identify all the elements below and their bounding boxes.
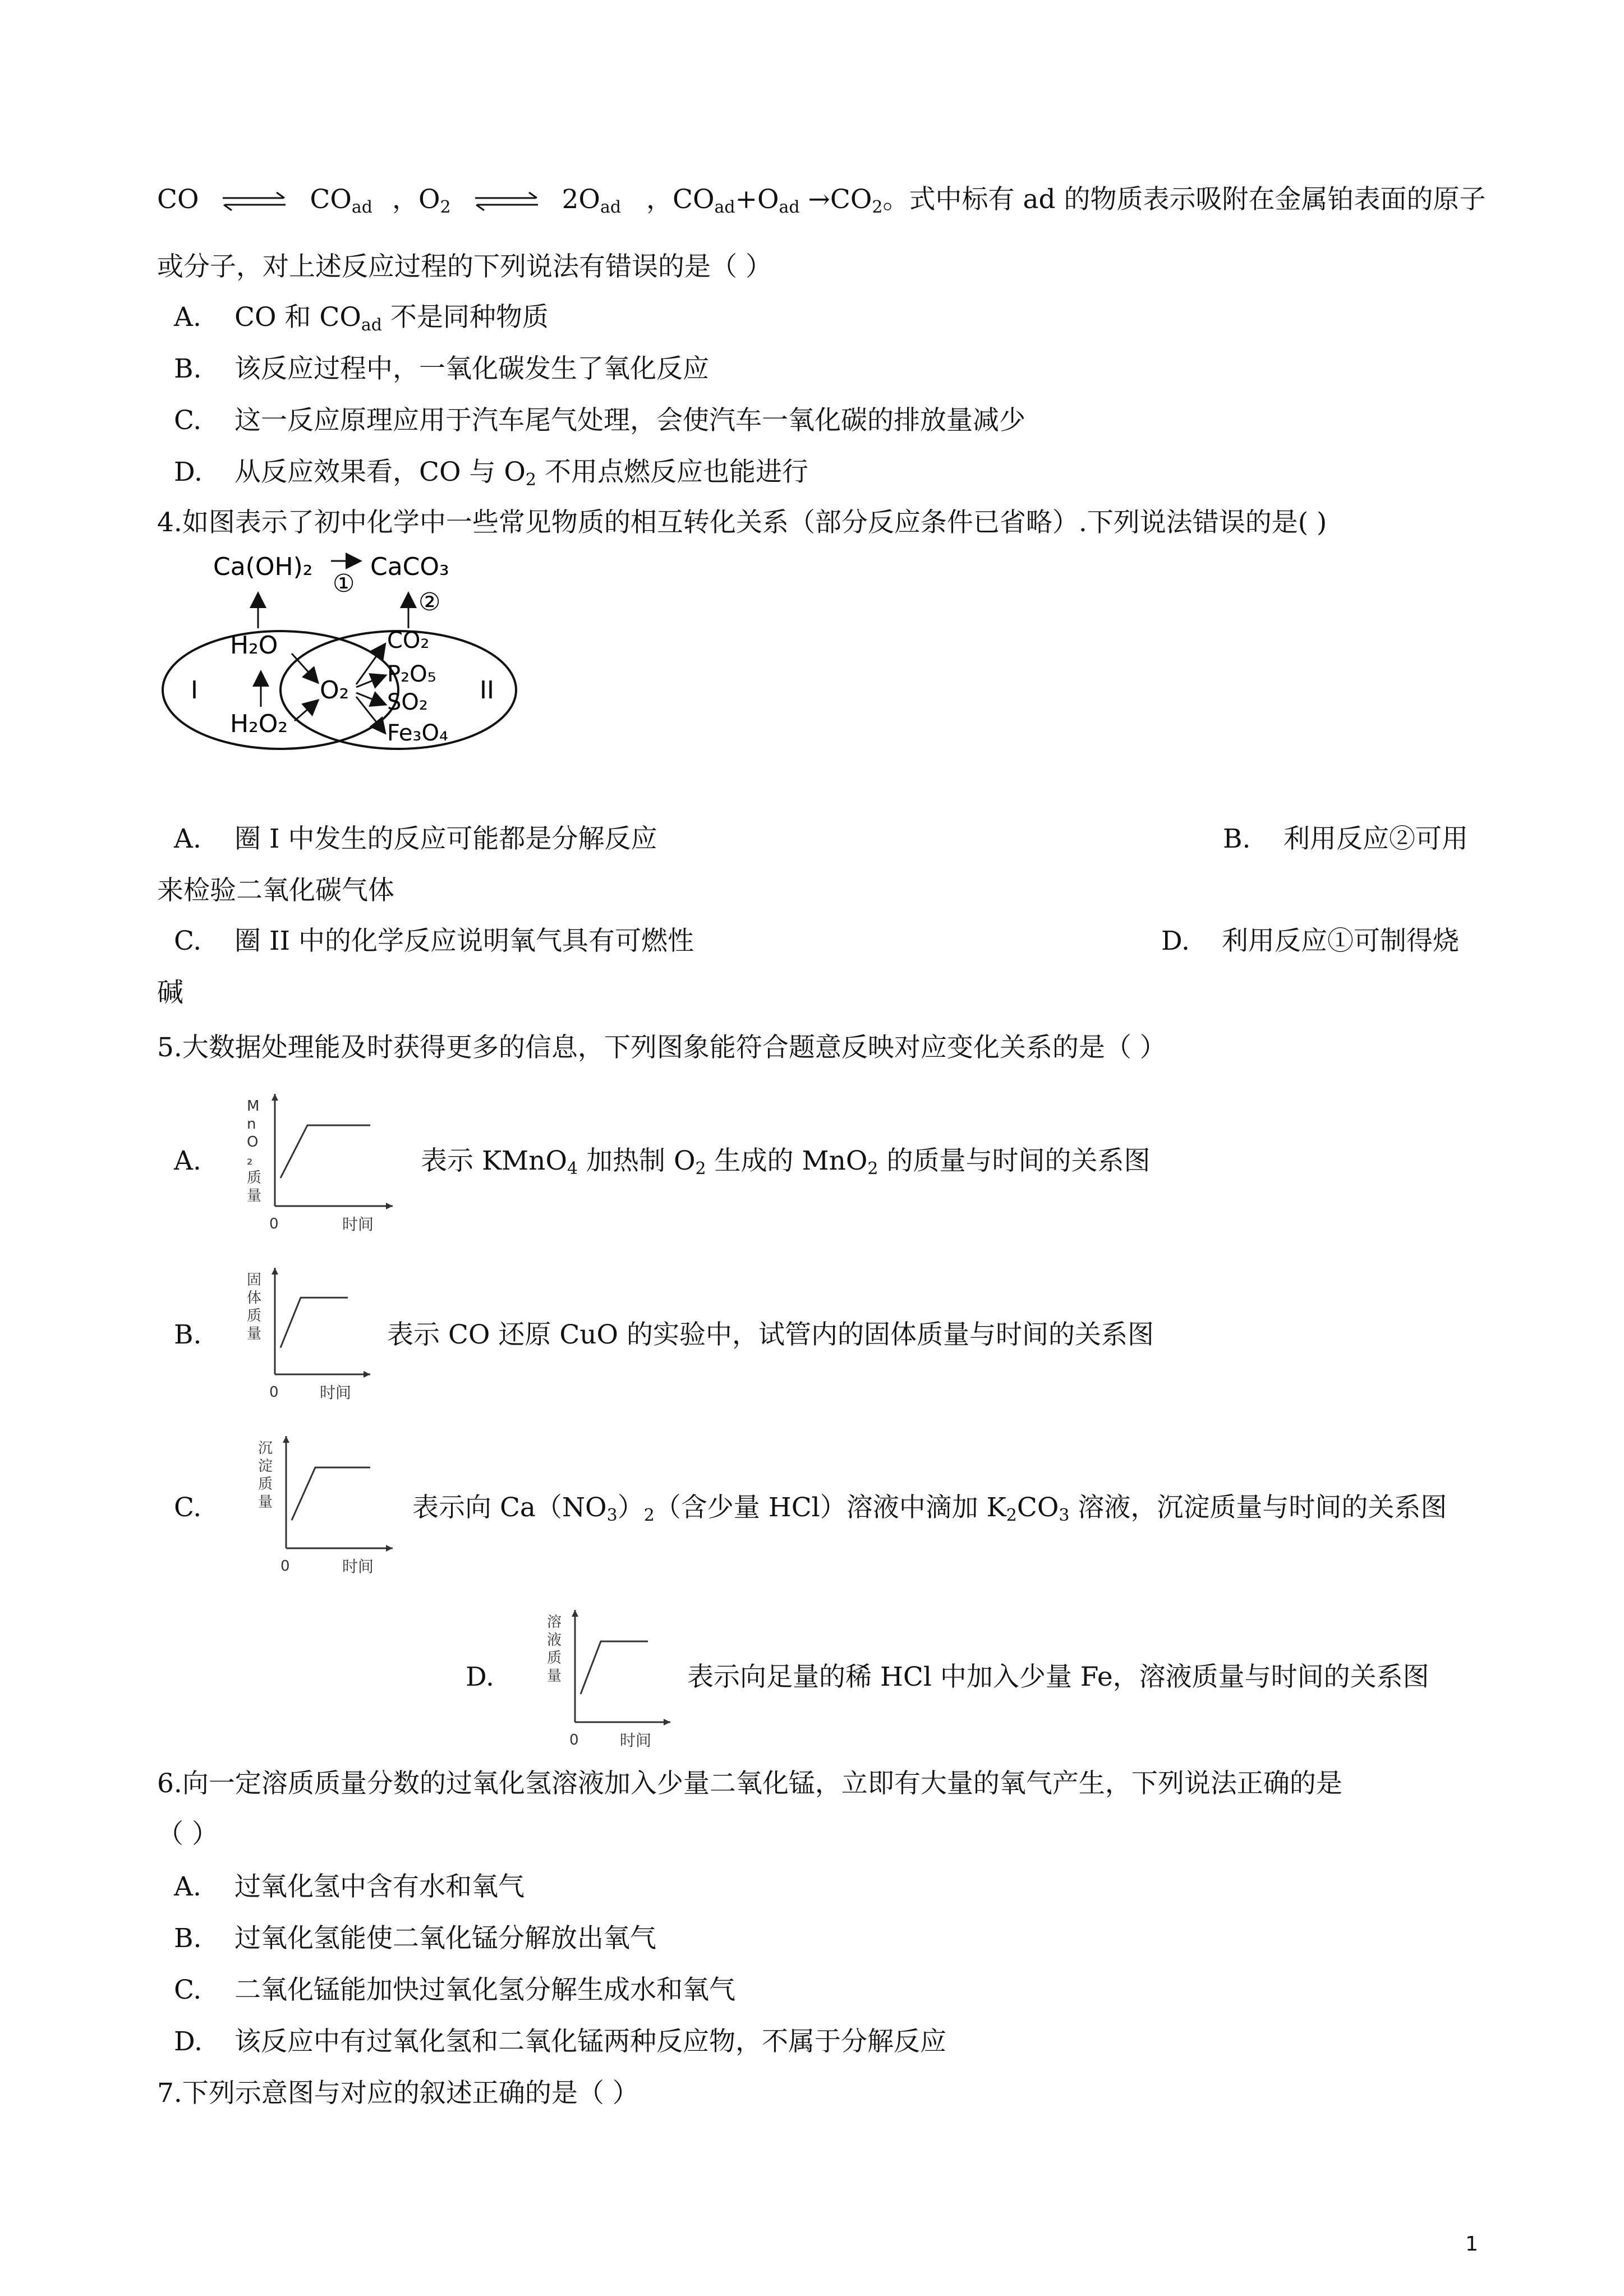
label-circle-ii: II: [480, 676, 494, 705]
label-fe3o4: Fe₃O₄: [387, 720, 448, 746]
data-line: [581, 1641, 648, 1694]
reversible-arrow-icon: [473, 190, 540, 213]
label-h2o2: H₂O₂: [230, 710, 288, 738]
y-axis-label-char: 量: [247, 1188, 262, 1204]
q3-option-c: C. 这一反应原理应用于汽车尾气处理，会使汽车一氧化碳的排放量减少: [174, 405, 1025, 436]
y-axis-label-char: 量: [247, 1326, 262, 1342]
y-axis-label-char: n: [247, 1116, 256, 1133]
q5-option-c-label: C.: [174, 1492, 202, 1523]
y-axis-label-char: 体: [247, 1290, 262, 1306]
y-axis-label-char: 质: [547, 1650, 562, 1667]
y-axis-label-char: 液: [547, 1632, 562, 1649]
x-axis-label: 时间: [342, 1557, 374, 1576]
y-axis-arrow-icon: [572, 1610, 578, 1617]
q5-option-a-label: A.: [174, 1145, 201, 1176]
origin-label: 0: [569, 1732, 579, 1749]
y-axis-label-char: 质: [247, 1308, 262, 1324]
y-axis-arrow-icon: [283, 1436, 289, 1443]
y-axis-label-char: 量: [547, 1668, 562, 1685]
q6-option-b: B. 过氧化氢能使二氧化锰分解放出氧气: [174, 1923, 656, 1954]
q5-option-a-text: 表示 KMnO$_4$ 加热制 $O_2$ 生成的 MnO$_2$ 的质量与时间的关系图: [421, 1145, 1151, 1179]
origin-label: 0: [269, 1384, 279, 1401]
label-reaction-2: ②: [418, 588, 441, 616]
q5-option-b-label: B.: [174, 1319, 202, 1350]
y-axis-label-char: M: [247, 1098, 260, 1115]
q4-option-b: B. 利用反应②可用: [1223, 823, 1468, 854]
q5-option-d-text: 表示向足量的稀 HCl 中加入少量 Fe，溶液质量与时间的关系图: [687, 1662, 1429, 1692]
q7-stem: 7.下列示意图与对应的叙述正确的是（ ）: [157, 2078, 639, 2109]
label-so2: SO₂: [387, 689, 428, 715]
q5-graph-d: [536, 1599, 682, 1750]
q3-option-a: A. CO 和 $CO_{ad}$ 不是同种物质: [174, 302, 549, 335]
label-o2: O₂: [320, 676, 349, 705]
q4-conversion-diagram: [157, 550, 527, 757]
q6-option-c: C. 二氧化锰能加快过氧化氢分解生成水和氧气: [174, 1975, 735, 2005]
q6-stem-cont: （ ）: [157, 1819, 218, 1849]
q4-option-c: C. 圈 II 中的化学反应说明氧气具有可燃性: [174, 926, 694, 956]
q3-option-b: B. 该反应过程中，一氧化碳发生了氧化反应: [174, 353, 709, 384]
q5-graph-c: [247, 1425, 404, 1576]
data-line: [280, 1297, 348, 1347]
y-axis-arrow-icon: [272, 1268, 278, 1274]
label-p2o5: P₂O₅: [387, 661, 436, 687]
y-axis-label-char: 质: [247, 1170, 262, 1186]
q4-stem: 4.如图表示了初中化学中一些常见物质的相互转化关系（部分反应条件已省略）.下列说法错误的是( ): [157, 507, 1327, 538]
label-h2o: H₂O: [230, 631, 278, 660]
q6-stem: 6.向一定溶质质量分数的过氧化氢溶液加入少量二氧化锰，立即有大量的氧气产生，下列说法正确的是: [157, 1768, 1342, 1799]
origin-label: 0: [269, 1216, 279, 1232]
data-line: [292, 1467, 370, 1520]
label-circle-i: I: [191, 676, 198, 705]
q4-option-b-cont: 来检验二氧化碳气体: [157, 875, 394, 906]
q6-option-a: A. 过氧化氢中含有水和氧气: [174, 1871, 525, 1902]
q5-option-c-text: 表示向 $Ca(NO_3)_2$（含少量 HCl）溶液中滴加 $K_2CO_3$ 溶液，沉淀质量与时间的关系图: [412, 1492, 1447, 1525]
y-axis-arrow-icon: [272, 1094, 278, 1101]
text-co: CO: [157, 184, 199, 215]
y-axis-label-char: 质: [258, 1476, 273, 1493]
y-axis-label-char: 固: [247, 1272, 262, 1289]
y-axis-label-char: ₂: [247, 1152, 253, 1168]
q6-option-d: D. 该反应中有过氧化氢和二氧化锰两种反应物，不属于分解反应: [174, 2026, 946, 2057]
y-axis-label-char: O: [247, 1134, 259, 1151]
x-axis-arrow-icon: [386, 1545, 393, 1552]
x-axis-arrow-icon: [386, 1203, 393, 1209]
page-number: 1: [1465, 2233, 1478, 2256]
q5-option-b-text: 表示 CO 还原 CuO 的实验中，试管内的固体质量与时间的关系图: [387, 1319, 1154, 1350]
y-axis-label-char: 沉: [258, 1440, 273, 1457]
q3-option-d: D. 从反应效果看，CO 与 $O_2$ 不用点燃反应也能进行: [174, 457, 808, 490]
y-axis-label-char: 淀: [258, 1458, 273, 1475]
y-axis-label-char: 溶: [547, 1614, 562, 1631]
label-caoh2: Ca(OH)₂: [213, 553, 313, 581]
y-axis-label-char: 量: [258, 1494, 273, 1511]
q4-option-d-cont: 碱: [157, 977, 183, 1008]
label-reaction-1: ①: [333, 569, 355, 598]
label-co2: CO₂: [387, 628, 430, 654]
q5-graph-a: [236, 1083, 404, 1234]
x-axis-arrow-icon: [664, 1719, 670, 1726]
q5-stem: 5.大数据处理能及时获得更多的信息，下列图象能符合题意反映对应变化关系的是（ ）: [157, 1032, 1166, 1063]
x-axis-arrow-icon: [364, 1371, 370, 1378]
reversible-arrow-icon: [220, 190, 288, 213]
x-axis-label: 时间: [342, 1215, 374, 1234]
x-axis-label: 时间: [320, 1383, 352, 1402]
q5-option-d-label: D.: [466, 1662, 494, 1692]
label-caco3: CaCO₃: [370, 553, 449, 581]
q4-option-a: A. 圈 I 中发生的反应可能都是分解反应: [174, 823, 657, 854]
data-line: [280, 1125, 370, 1178]
x-axis-label: 时间: [620, 1731, 652, 1750]
q3-equation-line: CO $CO_{ad}$ ，$O_2$ $2O_{ad}$ ，$CO_{ad}+O_{ad} \to CO_2$。式中标有 ad 的物质表示吸附在金属铂表面的原子: [157, 184, 1486, 217]
q4-option-d: D. 利用反应①可制得烧: [1161, 926, 1459, 956]
q3-stem-line2: 或分子，对上述反应过程的下列说法有错误的是（ ）: [157, 251, 772, 282]
q5-graph-b: [236, 1257, 381, 1402]
origin-label: 0: [280, 1558, 290, 1575]
